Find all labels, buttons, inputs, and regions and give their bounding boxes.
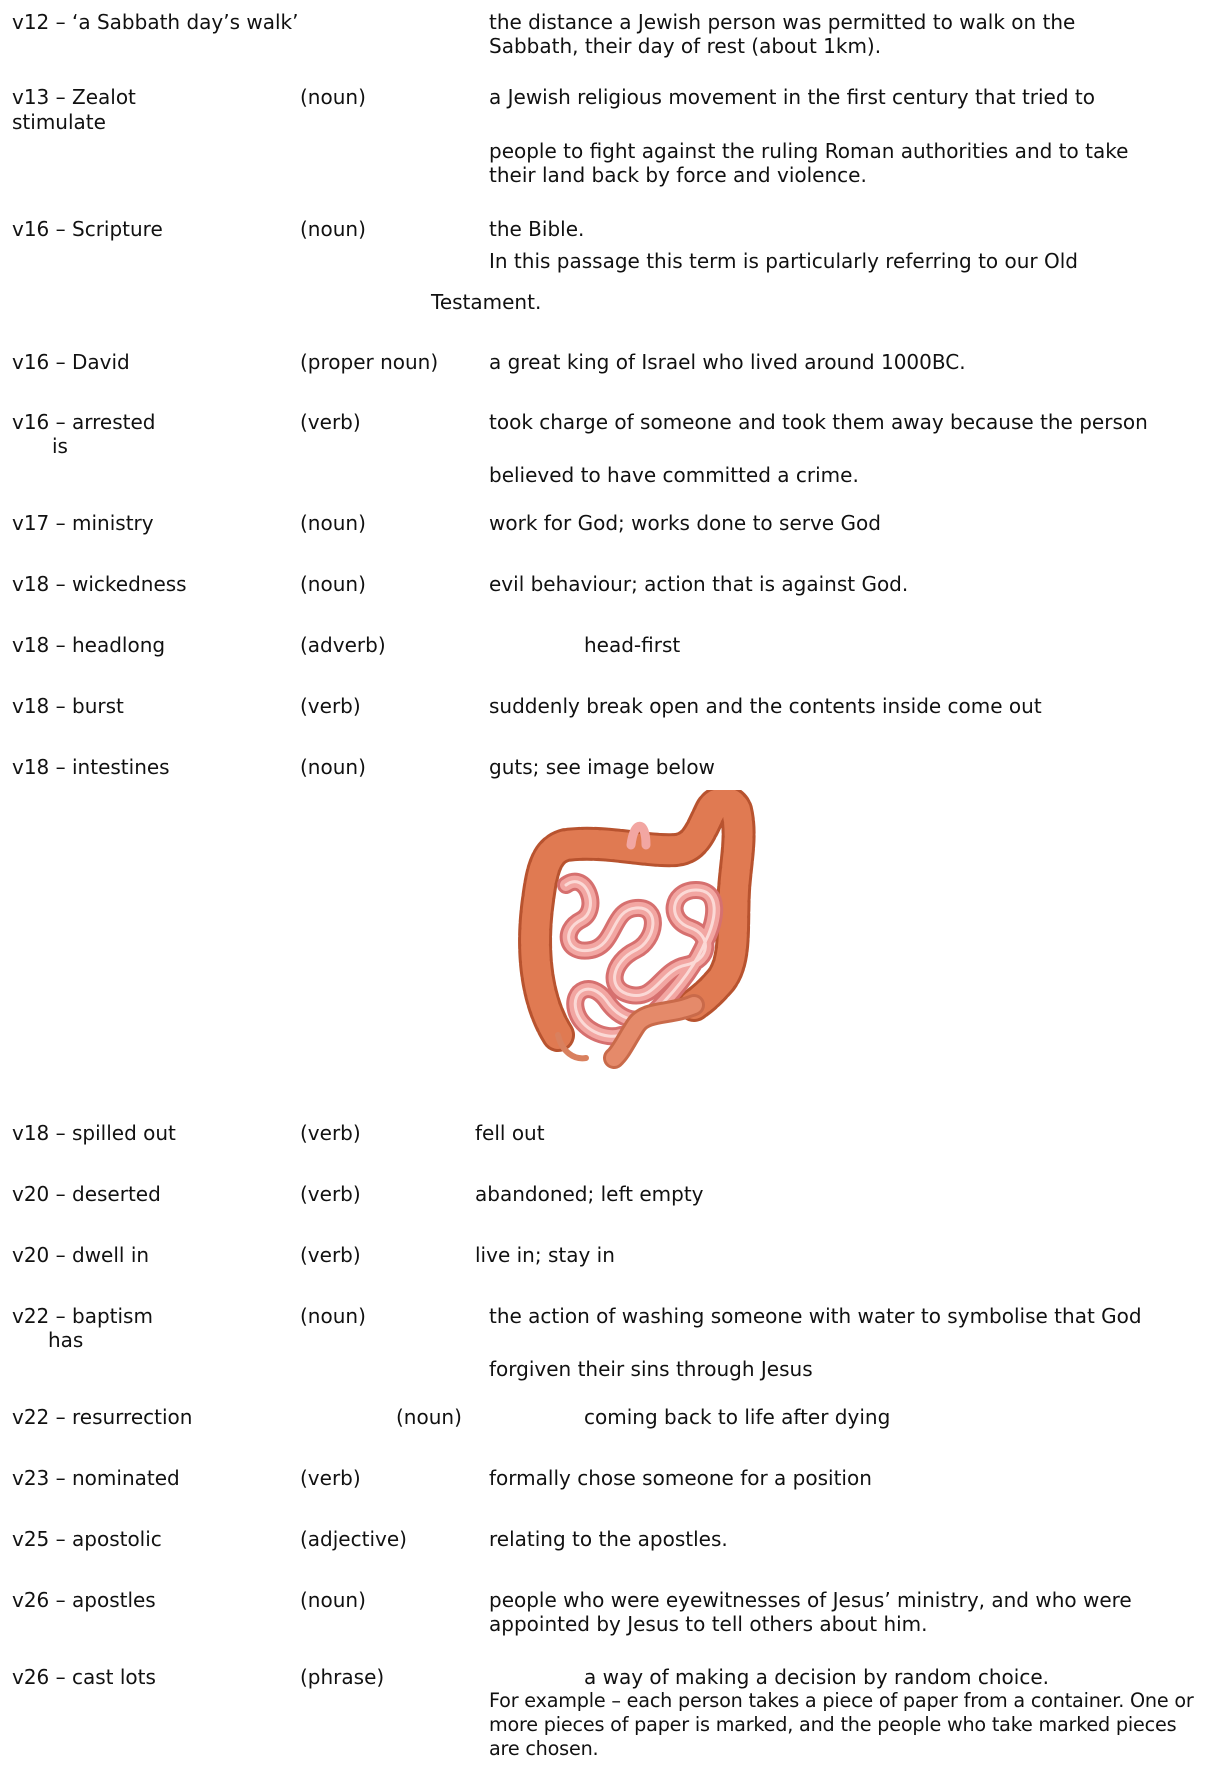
definition-baptism-line1: the action of washing someone with water to symbolise that God: [489, 1304, 1142, 1328]
term-resurrection: v22 – resurrection: [12, 1405, 193, 1429]
pos-apostolic: (adjective): [300, 1527, 407, 1551]
definition-scripture-line3: Testament.: [431, 290, 542, 314]
term-arrested: v16 – arrested: [12, 410, 156, 434]
term-apostolic: v25 – apostolic: [12, 1527, 162, 1551]
pos-wickedness: (noun): [300, 572, 366, 596]
term-headlong: v18 – headlong: [12, 633, 166, 657]
term-apostles: v26 – apostles: [12, 1588, 156, 1612]
definition-arrested-line1: took charge of someone and took them away because the person: [489, 410, 1148, 434]
pos-scripture: (noun): [300, 217, 366, 241]
pos-david: (proper noun): [300, 350, 439, 374]
definition-intestines: guts; see image below: [489, 755, 715, 779]
definition-zealot-line2: people to fight against the ruling Roman authorities and to take: [489, 139, 1129, 163]
definition-zealot-line3: their land back by force and violence.: [489, 163, 867, 187]
definition-resurrection: coming back to life after dying: [584, 1405, 891, 1429]
intestines-illustration: [496, 790, 758, 1070]
definition-scripture-line1: the Bible.: [489, 217, 585, 241]
definition-apostles-line1: people who were eyewitnesses of Jesus’ ministry, and who were: [489, 1588, 1132, 1612]
pos-spilled-out: (verb): [300, 1121, 361, 1145]
definition-spilled-out: fell out: [475, 1121, 545, 1145]
term-sabbath-walk: v12 – ‘a Sabbath day’s walk’: [12, 10, 299, 34]
pos-resurrection: (noun): [396, 1405, 462, 1429]
term-burst: v18 – burst: [12, 694, 124, 718]
pos-ministry: (noun): [300, 511, 366, 535]
definition-cast-lots-line1: a way of making a decision by random choice.: [584, 1665, 1050, 1689]
pos-headlong: (adverb): [300, 633, 386, 657]
term-nominated: v23 – nominated: [12, 1466, 180, 1490]
definition-headlong: head-first: [584, 633, 681, 657]
definition-apostolic: relating to the apostles.: [489, 1527, 728, 1551]
definition-deserted: abandoned; left empty: [475, 1182, 704, 1206]
definition-apostles-line2: appointed by Jesus to tell others about him.: [489, 1612, 928, 1636]
pos-nominated: (verb): [300, 1466, 361, 1490]
definition-zealot-line1: a Jewish religious movement in the first century that tried to: [489, 85, 1095, 109]
pos-zealot: (noun): [300, 85, 366, 109]
definition-scripture-line2: In this passage this term is particularly referring to our Old: [489, 249, 1078, 273]
term-wickedness: v18 – wickedness: [12, 572, 187, 596]
term-scripture: v16 – Scripture: [12, 217, 163, 241]
pos-cast-lots: (phrase): [300, 1665, 385, 1689]
term-dwell-in: v20 – dwell in: [12, 1243, 150, 1267]
definition-baptism-line2: forgiven their sins through Jesus: [489, 1357, 813, 1381]
pos-intestines: (noun): [300, 755, 366, 779]
definition-ministry: work for God; works done to serve God: [489, 511, 881, 535]
term-zealot-wrap: stimulate: [12, 110, 106, 134]
pos-deserted: (verb): [300, 1182, 361, 1206]
intestines-icon: [496, 790, 758, 1070]
definition-arrested-line2: believed to have committed a crime.: [489, 463, 859, 487]
term-intestines: v18 – intestines: [12, 755, 170, 779]
definition-sabbath-walk-line2: Sabbath, their day of rest (about 1km).: [489, 34, 882, 58]
term-cast-lots: v26 – cast lots: [12, 1665, 156, 1689]
term-zealot: v13 – Zealot: [12, 85, 136, 109]
pos-apostles: (noun): [300, 1588, 366, 1612]
term-deserted: v20 – deserted: [12, 1182, 161, 1206]
term-arrested-wrap: is: [52, 434, 68, 458]
term-baptism: v22 – baptism: [12, 1304, 153, 1328]
term-spilled-out: v18 – spilled out: [12, 1121, 176, 1145]
definition-david: a great king of Israel who lived around 1000BC.: [489, 350, 966, 374]
pos-arrested: (verb): [300, 410, 361, 434]
pos-burst: (verb): [300, 694, 361, 718]
definition-sabbath-walk-line1: the distance a Jewish person was permitted to walk on the: [489, 10, 1076, 34]
definition-nominated: formally chose someone for a position: [489, 1466, 872, 1490]
pos-baptism: (noun): [300, 1304, 366, 1328]
term-ministry: v17 – ministry: [12, 511, 154, 535]
definition-cast-lots-example: For example – each person takes a piece of paper from a container. One or more pieces of paper is marked, and the people who take marked pieces are chosen.: [489, 1689, 1194, 1760]
term-david: v16 – David: [12, 350, 130, 374]
definition-burst: suddenly break open and the contents inside come out: [489, 694, 1042, 718]
term-baptism-wrap: has: [48, 1328, 84, 1352]
pos-dwell-in: (verb): [300, 1243, 361, 1267]
definition-dwell-in: live in; stay in: [475, 1243, 615, 1267]
definition-wickedness: evil behaviour; action that is against God.: [489, 572, 909, 596]
